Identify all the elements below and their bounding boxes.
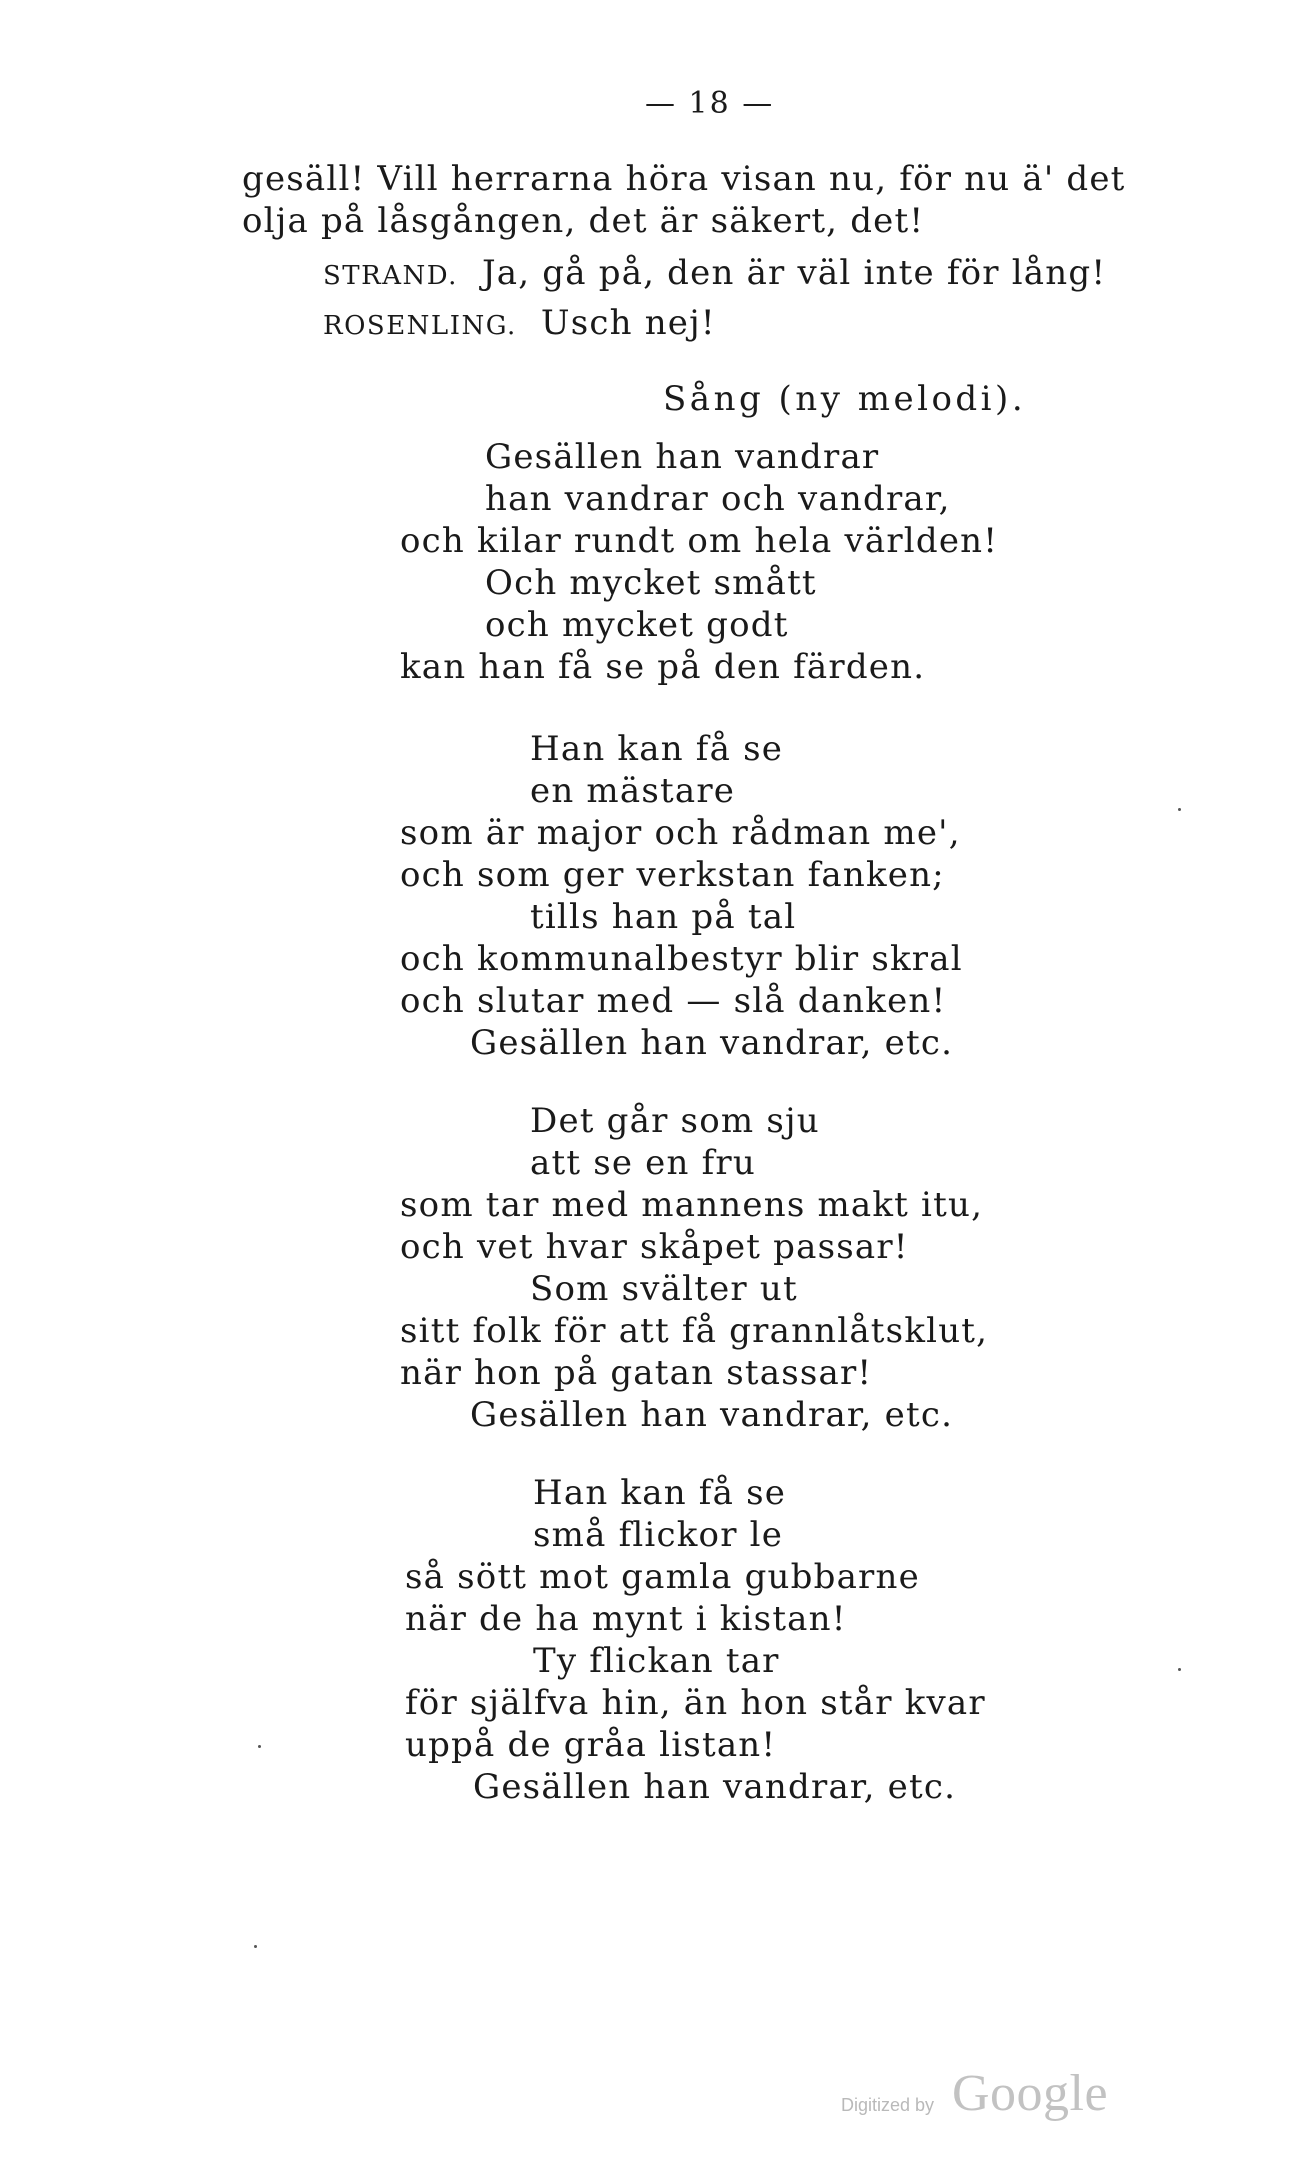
verse-line: som är major och rådman me',: [400, 813, 961, 853]
digitized-by-label: Digitized by: [841, 2095, 935, 2115]
scan-speck: [1178, 808, 1181, 811]
google-watermark: Google: [952, 2065, 1109, 2122]
dialogue-line: gesäll! Vill herrarna höra visan nu, för nu ä' det: [242, 159, 1126, 199]
verse-line: Som svälter ut: [530, 1269, 798, 1309]
speaker-name: ROSENLING.: [323, 311, 517, 341]
verse-line: Och mycket smått: [485, 563, 817, 603]
speech-rosenling: [323, 302, 716, 347]
verse-line: och mycket godt: [485, 605, 789, 645]
verse-line: Han kan få se: [533, 1473, 787, 1513]
verse-line: när de ha mynt i kistan!: [405, 1599, 847, 1639]
song-heading: Sång (ny melodi).: [663, 379, 1027, 419]
verse-line: Ty flickan tar: [533, 1641, 780, 1681]
scan-speck: [258, 1745, 261, 1748]
verse-line: han vandrar och vandrar,: [485, 479, 951, 519]
speech-text: Usch nej!: [540, 303, 716, 343]
verse-line: uppå de gråa listan!: [405, 1725, 777, 1765]
verse-line: Han kan få se: [530, 729, 784, 769]
speech-text: Ja, gå på, den är väl inte för lång!: [481, 253, 1107, 293]
verse-line: kan han få se på den färden.: [400, 647, 926, 687]
verse-line: en mästare: [530, 771, 736, 811]
verse-refrain: Gesällen han vandrar, etc.: [473, 1767, 957, 1807]
verse-refrain: Gesällen han vandrar, etc.: [470, 1395, 954, 1435]
dialogue-line: olja på låsgången, det är säkert, det!: [242, 201, 925, 241]
verse-line: tills han på tal: [530, 897, 797, 937]
verse-line: för själfva hin, än hon står kvar: [405, 1683, 986, 1723]
scan-speck: [1178, 1668, 1181, 1671]
verse-line: små flickor le: [533, 1515, 784, 1555]
verse-refrain: Gesällen han vandrar, etc.: [470, 1023, 954, 1063]
verse-line: Gesällen han vandrar: [485, 437, 880, 477]
verse-line: och vet hvar skåpet passar!: [400, 1227, 909, 1267]
scan-speck: [254, 1945, 257, 1948]
speaker-name: STRAND.: [323, 261, 458, 291]
verse-line: som tar med mannens makt itu,: [400, 1185, 984, 1225]
verse-line: sitt folk för att få grannlåtsklut,: [400, 1311, 989, 1351]
verse-line: att se en fru: [530, 1143, 756, 1183]
verse-line: Det går som sju: [530, 1101, 820, 1141]
verse-line: när hon på gatan stassar!: [400, 1353, 873, 1393]
verse-line: så sött mot gamla gubbarne: [405, 1557, 920, 1597]
verse-line: och slutar med — slå danken!: [400, 981, 947, 1021]
page-number: — 18 —: [645, 86, 775, 121]
speech-strand: [323, 252, 1106, 297]
verse-line: och som ger verkstan fanken;: [400, 855, 945, 895]
verse-line: och kommunalbestyr blir skral: [400, 939, 963, 979]
verse-line: och kilar rundt om hela världen!: [400, 521, 999, 561]
